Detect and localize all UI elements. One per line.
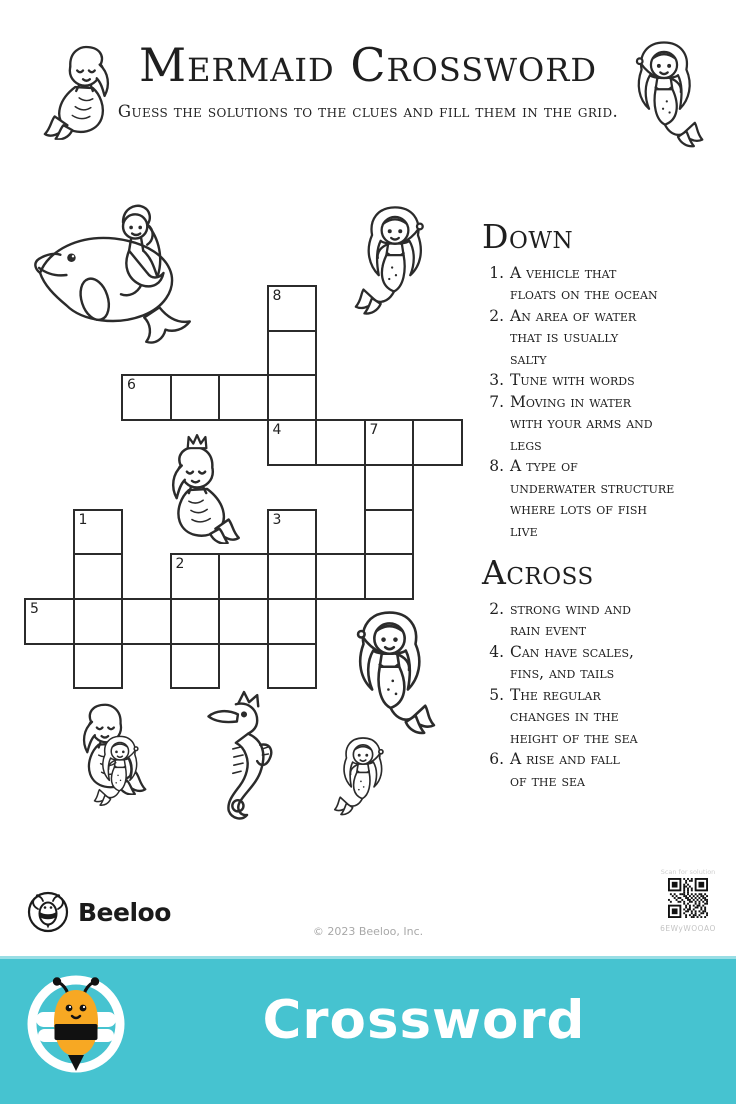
grid-cell[interactable] [267,643,318,690]
illustration-mermaid-top-left [40,42,128,140]
grid-cell[interactable] [121,598,172,645]
copyright-text: © 2023 Beeloo, Inc. [312,925,424,938]
clue-number: 7. [489,392,504,411]
cell-number: 8 [272,288,282,304]
cell-number: 2 [175,556,185,573]
grid-cell[interactable] [218,553,269,600]
grid-cell[interactable] [73,553,124,600]
cell-number: 4 [272,422,282,439]
clue-item [482,599,734,642]
grid-cell[interactable] [121,374,172,421]
grid-cell[interactable] [73,509,124,556]
grid-cell[interactable] [267,509,318,556]
grid-cell[interactable] [364,553,415,600]
cell-number: 1 [78,511,88,528]
clue-text: strong wind and rain event [510,599,631,640]
grid-cell[interactable] [218,598,269,645]
grid-cell[interactable] [267,419,318,466]
illustration-mermaid-pair [30,698,170,810]
illustration-dolphin-with-mermaid [30,200,212,352]
clue-number: 6. [489,750,504,769]
grid-cell[interactable] [218,374,269,421]
footer-banner [0,956,736,1104]
page-title: Mermaid Crossword [138,38,598,92]
clue-text: Tune with words [510,371,635,390]
page-subtitle: Guess the solutions to the clues and fill them in the grid. [117,102,619,121]
beeloo-logo-text: Beeloo [78,897,171,927]
grid-cell[interactable] [267,553,318,600]
grid-cell[interactable] [364,509,415,556]
grid-cell[interactable] [73,643,124,690]
grid-cell[interactable] [267,330,318,377]
clues-panel [482,217,734,792]
grid-cell[interactable] [170,643,221,690]
clue-number: 2. [489,599,504,618]
grid-cell[interactable] [170,553,221,600]
grid-cell[interactable] [364,464,415,511]
clue-list-down [482,263,734,543]
clue-text: A rise and fall of the sea [510,750,620,790]
cell-number: 5 [30,600,39,617]
footer-title: Crossword [262,990,586,1051]
cell-number: 3 [272,511,282,528]
grid-cell[interactable] [364,419,415,466]
clue-number: 8. [489,457,504,476]
clue-text: The regular changes in the height of the sea [510,685,638,747]
clue-item [482,685,734,750]
illustration-princess-mermaid [126,432,264,544]
clue-number: 4. [489,642,504,661]
illustration-small-mermaid [332,732,394,817]
grid-cell[interactable] [73,598,124,645]
illustration-mermaid-bottom-right [322,605,457,735]
clue-item [482,370,734,392]
grid-cell[interactable] [267,598,318,645]
grid-cell[interactable] [24,598,75,645]
clue-text: An area of water that is usually salty [510,306,637,368]
grid-cell[interactable] [315,553,366,600]
qr-caption: Scan for solution [660,868,716,876]
grid-cell[interactable] [170,374,221,421]
clue-text: Can have scales, fins, and tails [510,642,634,683]
clue-item [482,456,734,542]
clue-list-across [482,599,734,793]
clue-item [482,306,734,371]
clue-text: Moving in water with your arms and legs [510,392,653,454]
qr-block [648,868,728,933]
qr-code [668,878,708,918]
across-heading: Across [482,553,594,593]
illustration-mermaid-top-right [608,36,720,148]
qr-code-id: 6EWyWOOAO [660,924,716,933]
grid-cell[interactable] [267,374,318,421]
clue-item [482,263,734,306]
clue-item [482,642,734,685]
clue-number: 5. [489,685,504,704]
grid-cell[interactable] [170,598,221,645]
cell-number: 7 [369,422,379,439]
clue-number: 2. [489,306,504,325]
illustration-mermaid-top-middle [352,198,438,318]
illustration-seahorse [202,688,286,820]
bee-mascot-icon [24,972,128,1076]
clue-text: A type of underwater structure where lots of fish live [510,457,675,540]
clue-text: A vehicle that floats on the ocean [510,263,658,304]
clue-number: 3. [489,371,504,390]
grid-cell[interactable] [315,419,366,466]
cell-number: 6 [127,377,136,394]
grid-cell[interactable] [267,285,318,332]
grid-cell[interactable] [412,419,463,466]
down-heading: Down [482,217,574,256]
clue-number: 1. [489,263,504,282]
clue-item [482,392,734,457]
clue-item [482,749,734,792]
